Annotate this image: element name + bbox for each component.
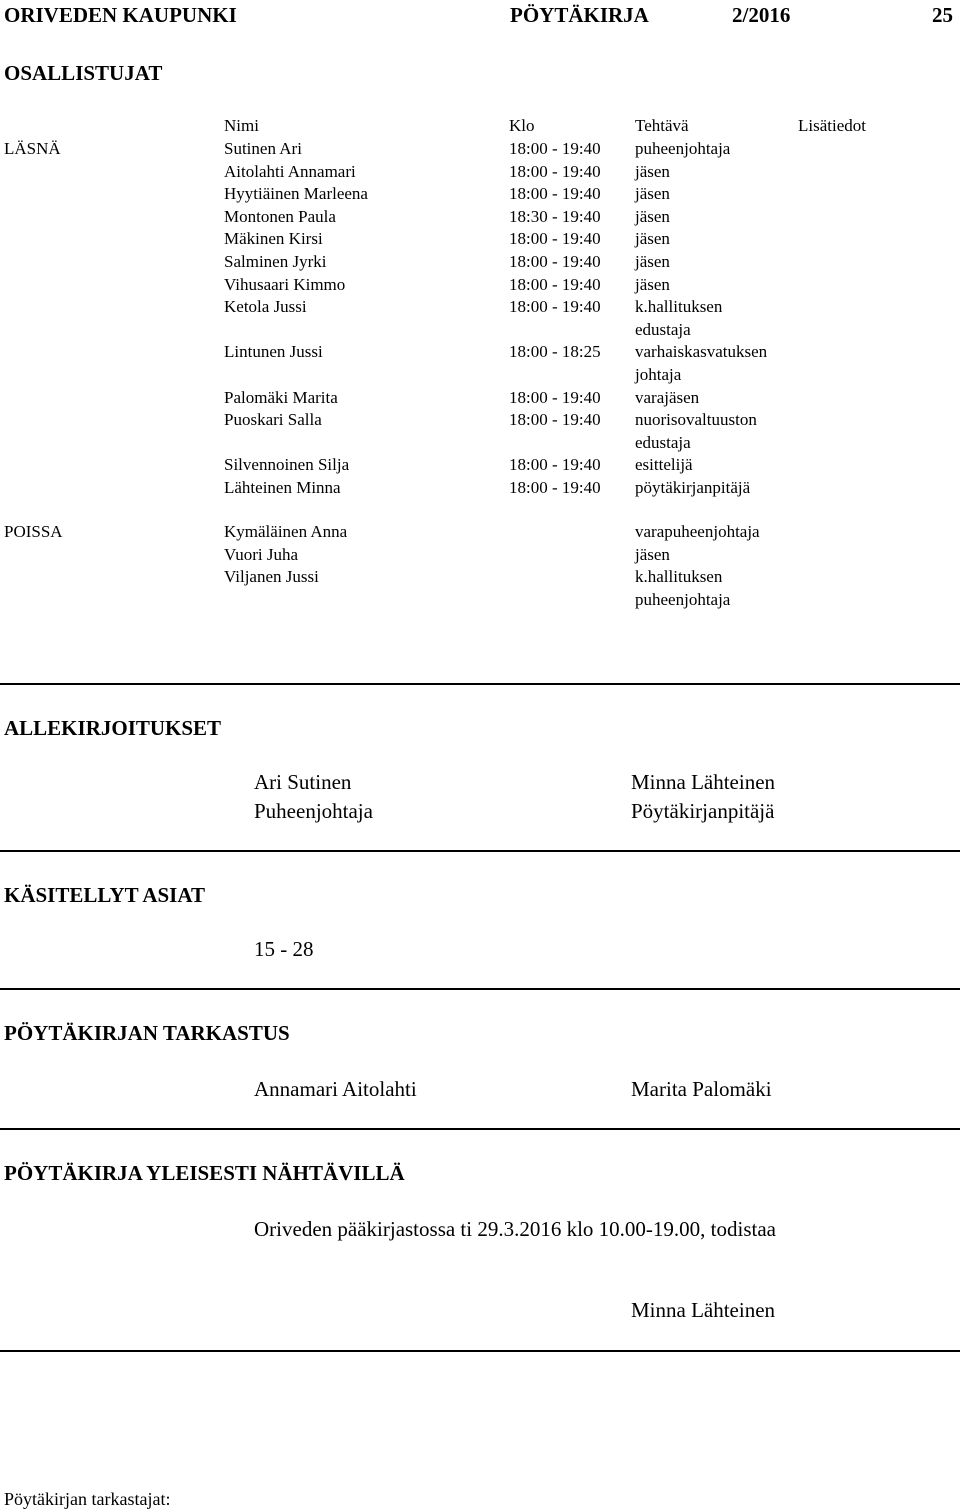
participant-role: varapuheenjohtaja bbox=[635, 522, 760, 541]
participant-name: Hyytiäinen Marleena bbox=[224, 184, 368, 204]
participant-role: pöytäkirjanpitäjä bbox=[635, 478, 751, 497]
participant-role: puheenjohtaja bbox=[635, 589, 731, 609]
participant-role: johtaja bbox=[635, 365, 682, 384]
public-title: PÖYTÄKIRJA YLEISESTI NÄHTÄVILLÄ bbox=[4, 1161, 405, 1185]
review-title: PÖYTÄKIRJAN TARKASTUS bbox=[4, 1021, 290, 1045]
participant-time: 18:00 - 19:40 bbox=[509, 274, 601, 294]
divider bbox=[0, 1350, 960, 1352]
participant-name: Vuori Juha bbox=[224, 544, 299, 564]
participant-role: jäsen bbox=[635, 274, 670, 294]
participant-time: 18:00 - 19:40 bbox=[509, 455, 601, 475]
reviewer-right: Marita Palomäki bbox=[631, 1077, 772, 1101]
participant-name: Viljanen Jussi bbox=[224, 567, 319, 587]
participant-name: Kymäläinen Anna bbox=[224, 522, 348, 541]
participant-role: jäsen bbox=[635, 184, 670, 204]
participant-name: Palomäki Marita bbox=[224, 387, 338, 407]
participant-time: 18:00 - 18:25 bbox=[509, 342, 601, 362]
participant-name: Montonen Paula bbox=[224, 206, 336, 226]
matters-range: 15 - 28 bbox=[254, 937, 314, 961]
document-number: 2/2016 bbox=[732, 3, 791, 27]
participant-time: 18:00 - 19:40 bbox=[509, 252, 601, 271]
participant-name: Mäkinen Kirsi bbox=[224, 229, 323, 249]
participant-role: jäsen bbox=[635, 544, 670, 564]
column-info-header: Lisätiedot bbox=[798, 116, 866, 135]
participants-title: OSALLISTUJAT bbox=[4, 61, 163, 85]
city-name: ORIVEDEN KAUPUNKI bbox=[4, 3, 237, 27]
secretary-signature-name: Minna Lähteinen bbox=[631, 770, 776, 794]
participant-role: edustaja bbox=[635, 319, 691, 339]
participant-role: jäsen bbox=[635, 229, 670, 249]
signatures-title: ALLEKIRJOITUKSET bbox=[4, 716, 222, 740]
participant-role: jäsen bbox=[635, 206, 670, 226]
participant-role: k.hallituksen bbox=[635, 567, 723, 587]
participant-role: esittelijä bbox=[635, 455, 693, 475]
column-name-header: Nimi bbox=[224, 116, 259, 135]
participant-name: Vihusaari Kimmo bbox=[224, 274, 346, 294]
participant-time: 18:00 - 19:40 bbox=[509, 478, 601, 497]
reviewer-left: Annamari Aitolahti bbox=[254, 1077, 417, 1101]
participant-role: puheenjohtaja bbox=[635, 139, 731, 158]
participant-time: 18:00 - 19:40 bbox=[509, 229, 601, 249]
divider bbox=[0, 988, 960, 990]
page-number: 25 bbox=[932, 3, 953, 27]
participant-name: Lintunen Jussi bbox=[224, 342, 323, 362]
participant-name: Salminen Jyrki bbox=[224, 252, 327, 271]
participant-name: Lähteinen Minna bbox=[224, 478, 341, 497]
divider bbox=[0, 850, 960, 852]
participant-role: varajäsen bbox=[635, 387, 700, 407]
column-time-header: Klo bbox=[509, 116, 535, 135]
column-role-header: Tehtävä bbox=[635, 116, 689, 135]
divider bbox=[0, 1128, 960, 1130]
divider bbox=[0, 683, 960, 685]
participant-name: Aitolahti Annamari bbox=[224, 161, 356, 181]
chair-signature-name: Ari Sutinen bbox=[254, 770, 352, 794]
participant-time: 18:00 - 19:40 bbox=[509, 410, 601, 430]
document-type: PÖYTÄKIRJA bbox=[510, 3, 649, 27]
participant-role: jäsen bbox=[635, 252, 670, 271]
participant-role: k.hallituksen bbox=[635, 297, 723, 317]
public-text: Oriveden pääkirjastossa ti 29.3.2016 klo 10.00-19.00, todistaa bbox=[254, 1217, 776, 1241]
participant-time: 18:00 - 19:40 bbox=[509, 161, 601, 181]
matters-title: KÄSITELLYT ASIAT bbox=[4, 883, 205, 907]
reviewers-label: Pöytäkirjan tarkastajat: bbox=[4, 1489, 171, 1509]
public-signer: Minna Lähteinen bbox=[631, 1298, 776, 1322]
participant-time: 18:00 - 19:40 bbox=[509, 139, 601, 158]
chair-signature-role: Puheenjohtaja bbox=[254, 799, 373, 823]
participant-role: varhaiskasvatuksen bbox=[635, 342, 768, 362]
participant-time: 18:00 - 19:40 bbox=[509, 387, 601, 407]
participant-time: 18:30 - 19:40 bbox=[509, 206, 601, 226]
participant-time: 18:00 - 19:40 bbox=[509, 297, 601, 317]
present-label: LÄSNÄ bbox=[4, 139, 61, 158]
secretary-signature-role: Pöytäkirjanpitäjä bbox=[631, 799, 775, 823]
participant-name: Puoskari Salla bbox=[224, 410, 322, 430]
absent-label: POISSA bbox=[4, 522, 63, 541]
participant-role: jäsen bbox=[635, 161, 670, 181]
participant-role: edustaja bbox=[635, 432, 691, 452]
participant-time: 18:00 - 19:40 bbox=[509, 184, 601, 204]
participant-name: Sutinen Ari bbox=[224, 139, 302, 158]
participant-name: Silvennoinen Silja bbox=[224, 455, 350, 475]
participant-role: nuorisovaltuuston bbox=[635, 410, 757, 430]
participant-name: Ketola Jussi bbox=[224, 297, 307, 317]
